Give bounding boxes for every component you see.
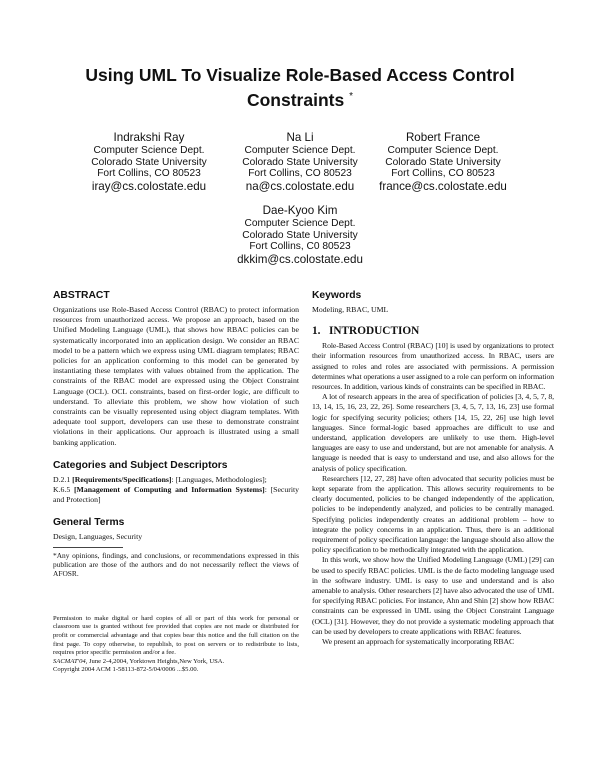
keywords-heading: Keywords — [312, 290, 362, 301]
footnote-text: *Any opinions, findings, and conclusions, or recommendations expressed in this publication are those of the authors and do not necessarily reflect the views of AFOSR. — [53, 550, 299, 579]
permission-notice: Permission to make digital or hard copies of all or part of this work for personal or classroom use is granted without fee provided that copies are not made or distributed for profit or commercial advantage and that copies bear this notice and the full citation on the first page. To copy otherwise, to republish, to post on servers or to redistribute to lists, requires prior specific permission and/or a fee. — [53, 614, 299, 657]
author-university: Colorado State University — [242, 229, 358, 241]
title-line-1: Using UML To Visualize Role-Based Access Control — [85, 65, 515, 85]
venue-details: June 2-4,2004, Yorktown Heights,New York, USA. — [87, 657, 225, 665]
right-column — [312, 289, 554, 647]
intro-paragraph-4: In this work, we show how the Unified Modeling Language (UML) [29] can be used to specify RBAC policies. UML is the de facto modeling language used in the software industry. UML is easy to use and understand and is also amenable to analysis. Other researchers [2] have also advocated the use of UML for specifying RBAC policies. For instance, Ahn and Shin [2] show how RBAC constraints can be expressed in UML using the Object Constraint Language (OCL) [31]. However, they do not provide a systematic modeling approach that can be used by developers to create applications with RBAC features. — [312, 555, 554, 636]
author-name: Robert France — [405, 131, 481, 144]
title-line-2-text: Constraints — [246, 89, 345, 110]
paper-title — [40, 64, 560, 111]
category-2-title: [Management of Computing and Information Systems] — [73, 485, 265, 495]
category-1-rest: : [Languages, Methodologies]; — [171, 474, 267, 484]
author-dept: Computer Science Dept. — [93, 145, 205, 156]
author-city: Fort Collins, CO 80523 — [248, 168, 352, 180]
author-name: Indrakshi Ray — [113, 131, 185, 144]
copyright-line: Copyright 2004 ACM 1-58113-872-5/04/0006 ...$5.00. — [53, 666, 199, 674]
author-dept: Computer Science Dept. — [244, 145, 356, 156]
author-university: Colorado State University — [91, 156, 207, 168]
category-2-rest: : [Security and Protection] — [53, 485, 300, 505]
categories-text — [53, 475, 299, 506]
author-email[interactable]: iray@cs.colostate.edu — [91, 179, 207, 193]
left-column — [53, 289, 299, 675]
category-2-code: K.6.5 — [53, 485, 71, 495]
author-city: Fort Collins, C0 80523 — [249, 241, 351, 253]
author-city: Fort Collins, CO 80523 — [391, 168, 495, 180]
intro-paragraph-5: We present an approach for systematically incorporating RBAC — [322, 637, 515, 647]
author-email[interactable]: na@cs.colostate.edu — [245, 179, 355, 193]
introduction-heading: 1. INTRODUCTION — [312, 325, 420, 338]
general-terms-text: Design, Languages, Security — [53, 532, 143, 542]
author-email[interactable]: dkkim@cs.colostate.edu — [237, 252, 363, 266]
author-university: Colorado State University — [242, 156, 358, 168]
title-footnote-mark: * — [349, 91, 353, 102]
category-1-code: D.2.1 — [53, 474, 71, 484]
keywords-text: Modeling, RBAC, UML — [312, 305, 389, 314]
venue-line — [53, 658, 299, 667]
author-email[interactable]: france@cs.colostate.edu — [379, 179, 507, 193]
intro-paragraph-1: Role-Based Access Control (RBAC) [10] is used by organizations to protect their information resources from unauthorized access. In RBAC, users are assigned to roles and roles are associated with permissions. A permission determines what operations a user assigned to a role can perform on information resources. In addition, various kinds of constraints can be specified in RBAC. — [312, 341, 554, 392]
author-block-3 — [348, 131, 538, 194]
general-terms-heading: General Terms — [53, 517, 125, 529]
abstract-heading: ABSTRACT — [53, 290, 110, 301]
categories-heading: Categories and Subject Descriptors — [53, 459, 228, 471]
author-name: Na Li — [286, 131, 314, 144]
footnote-rule — [53, 547, 123, 548]
author-city: Fort Collins, CO 80523 — [97, 168, 201, 180]
category-1-title: [Requirements/Specifications] — [72, 474, 172, 484]
author-block-4 — [205, 204, 395, 267]
author-name: Dae-Kyoo Kim — [262, 204, 338, 217]
venue-name: SACMAT'04, — [53, 657, 88, 665]
author-dept: Computer Science Dept. — [244, 218, 356, 229]
author-university: Colorado State University — [385, 156, 501, 168]
abstract-text: Organizations use Role-Based Access Control (RBAC) to protect information resources from unauthorized access. We propose an approach, based on the Unified Modeling Language (UML), that shows how RBAC policies can be systematically incorporated into an application design. We consider an RBAC model to be a pattern which we express using UML diagram templates; RBAC policies for an application conforming to this model can be generated by instantiating these templates with values obtained from the application. The constraints of the RBAC model are expressed using the Object Constraint Language (OCL). OCL constraints, based on first-order logic, are difficult to understand. To alleviate this problem, we show how violation of such constraints can be visually represented using object diagram templates. With adequate tool support, developers can use these to demonstrate constraint violations in their applications. Our approach is illustrated using a small banking application. — [53, 305, 299, 447]
author-dept: Computer Science Dept. — [387, 145, 499, 156]
intro-paragraph-2: A lot of research appears in the area of specification of policies [3, 4, 5, 7, 8, 13, 14, 15, 16, 23, 22, 26]. Some researchers [3, 4, 5, 7, 13, 16, 23] use formal logic for specifying security policies; others [14, 15, 22, 26] use high level languages. Since formal-logic based approaches are difficult to use and understand, application developers are unlikely to use them. High-level languages are easy to use and understand, but are not amenable for analysis. A language is needed that is easy to understand and use, and also allows for the analysis of policy specification. — [312, 392, 554, 473]
intro-paragraph-3: Researchers [12, 27, 28] have often advocated that security policies must be kept separate from the application. This allows security requirements to be clearly documented, policies to be changed independently of the application, policies to be independently analyzed, and policies to be centrally managed. Specifying policies independently creates an additional problem – how to integrate the policy concerns in an application. Thus, there is an additional requirement of policy specification language: the language should also allow the policy specification to be methodically integrated with the application. — [312, 473, 554, 555]
title-line-2 — [40, 86, 560, 111]
